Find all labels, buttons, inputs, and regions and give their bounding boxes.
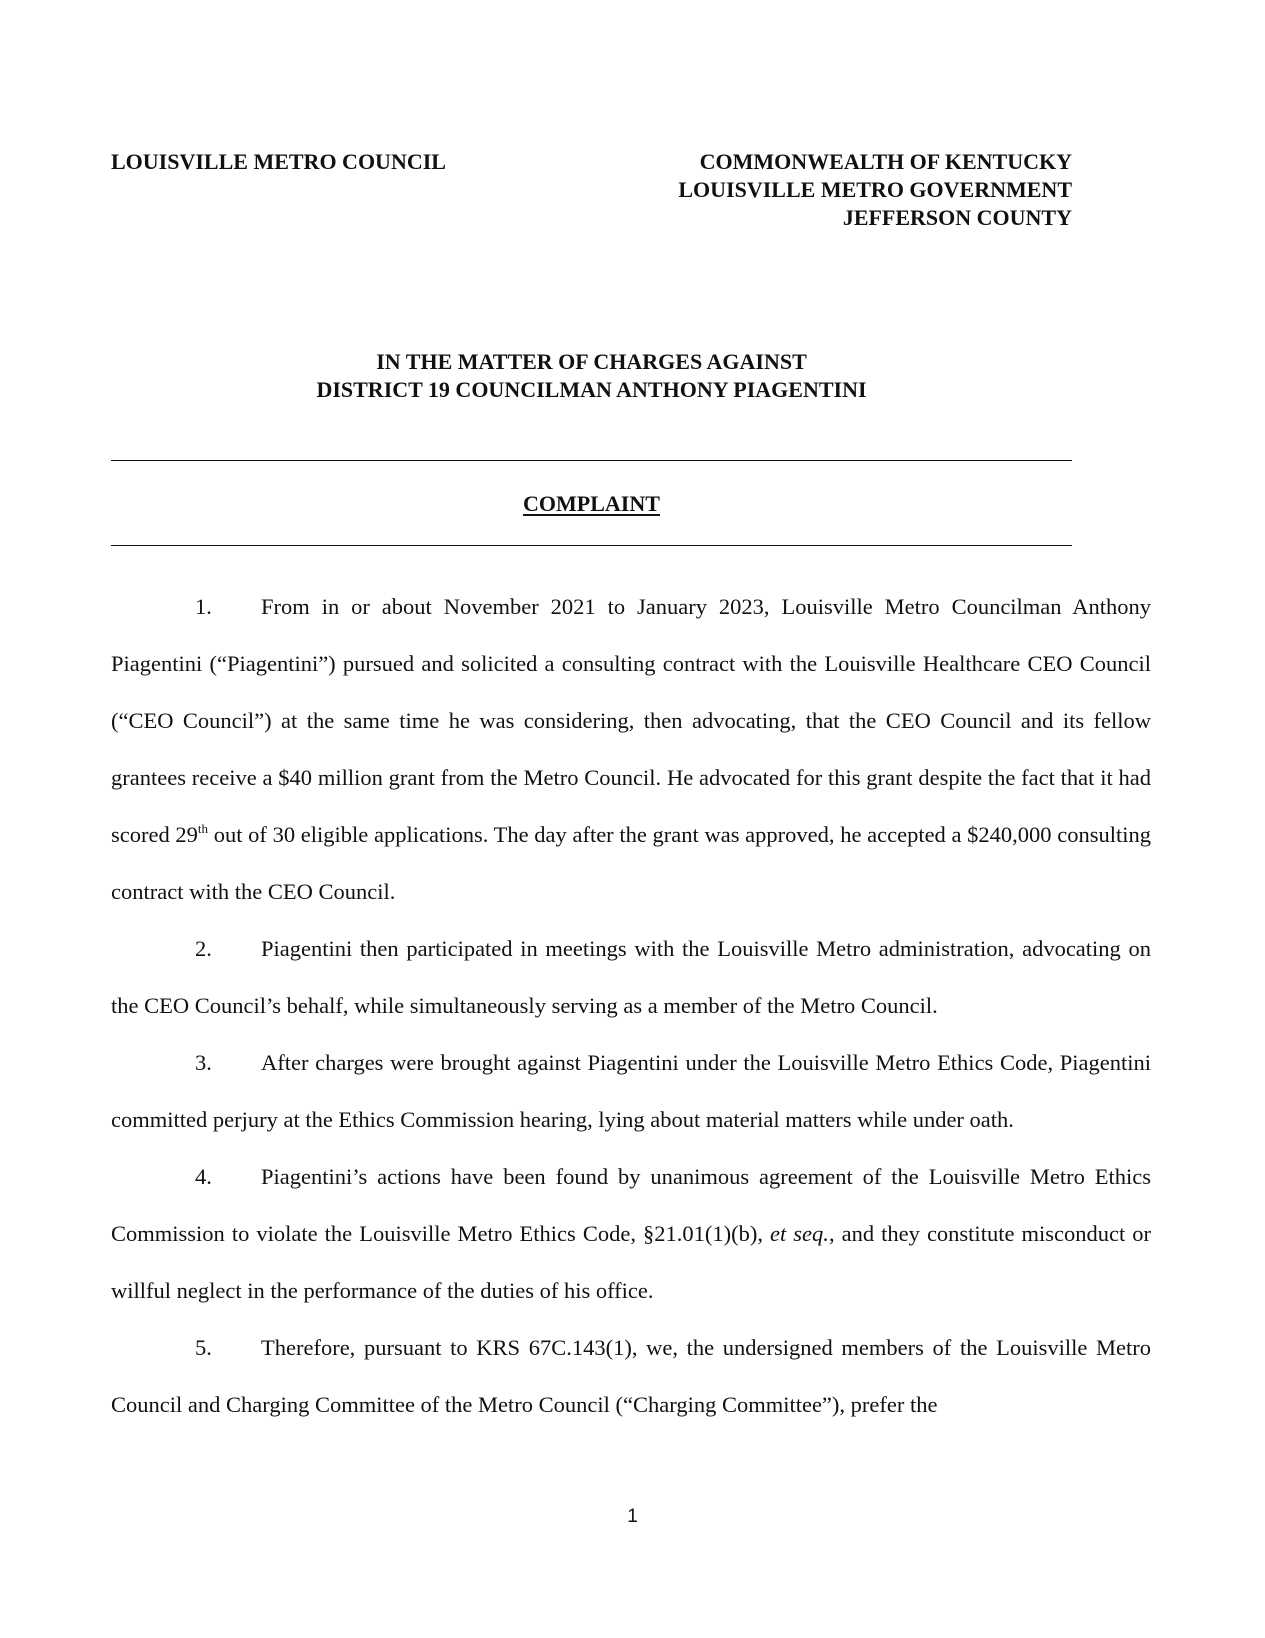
case-caption xyxy=(111,348,1072,404)
paragraph-text: Piagentini then participated in meetings with the Louisville Metro administration, advocating on the CEO Council’s behalf, while simultaneously serving as a member of the Metro Council. xyxy=(111,936,1151,1018)
case-caption-line: IN THE MATTER OF CHARGES AGAINST xyxy=(376,349,807,374)
paragraph-text: Therefore, pursuant to KRS 67C.143(1), we, the undersigned members of the Louisville Metro Council and Charging Committee of the Metro Council (“Charging Committee”), prefer the xyxy=(111,1335,1151,1417)
numbered-paragraph xyxy=(111,1148,1151,1319)
divider-rule xyxy=(111,545,1072,546)
numbered-paragraph xyxy=(111,1034,1151,1148)
paragraph-number: 3. xyxy=(195,1050,212,1075)
paragraph-number: 5. xyxy=(195,1335,212,1360)
paragraph-text: Piagentini’s actions have been found by unanimous agreement of the Louisville Metro Ethics Commission to violate the Louisville Metro Ethics Code, §21.01(1)(b), xyxy=(111,1164,1151,1246)
paragraph-number: 1. xyxy=(195,594,212,619)
header-jurisdiction-line: JEFFERSON COUNTY xyxy=(842,205,1072,230)
complaint-body xyxy=(111,578,1151,1433)
document-title-text: COMPLAINT xyxy=(523,491,660,516)
latin-citation: et seq. xyxy=(770,1221,829,1246)
ordinal-superscript: th xyxy=(197,821,209,836)
paragraph-text: out of 30 eligible applications. The day after the grant was approved, he accepted a $240,000 consulting contract with the CEO Council. xyxy=(111,822,1151,904)
page-number: 1 xyxy=(627,1506,638,1527)
header-jurisdiction-line: LOUISVILLE METRO GOVERNMENT xyxy=(678,177,1072,202)
paragraph-text: , and they constitute misconduct or willful neglect in the performance of the duties of his office. xyxy=(111,1221,1152,1303)
paragraph-number: 4. xyxy=(195,1164,212,1189)
paragraph-number: 2. xyxy=(195,936,212,961)
case-caption-line: DISTRICT 19 COUNCILMAN ANTHONY PIAGENTINI xyxy=(316,377,867,402)
header-council-name: LOUISVILLE METRO COUNCIL xyxy=(111,149,446,174)
numbered-paragraph xyxy=(111,1319,1151,1433)
numbered-paragraph xyxy=(111,920,1151,1034)
paragraph-text: From in or about November 2021 to January 2023, Louisville Metro Councilman Anthony Piagentini (“Piagentini”) pursued and solicited a consulting contract with the Louisville Healthcare CEO Council (“CEO Council”) at the same time he was considering, then advocating, that the CEO Council and its fellow grantees receive a $40 million grant from the Metro Council. He advocated for this grant despite the fact that it had scored 29 xyxy=(111,594,1151,847)
document-title xyxy=(111,490,1072,518)
paragraph-text: After charges were brought against Piagentini under the Louisville Metro Ethics Code, Piagentini committed perjury at the Ethics Commission hearing, lying about material matters while under oath. xyxy=(111,1050,1151,1132)
divider-rule xyxy=(111,460,1072,461)
header-jurisdiction-line: COMMONWEALTH OF KENTUCKY xyxy=(699,149,1072,174)
header-jurisdiction xyxy=(678,148,1072,232)
numbered-paragraph xyxy=(111,578,1151,920)
